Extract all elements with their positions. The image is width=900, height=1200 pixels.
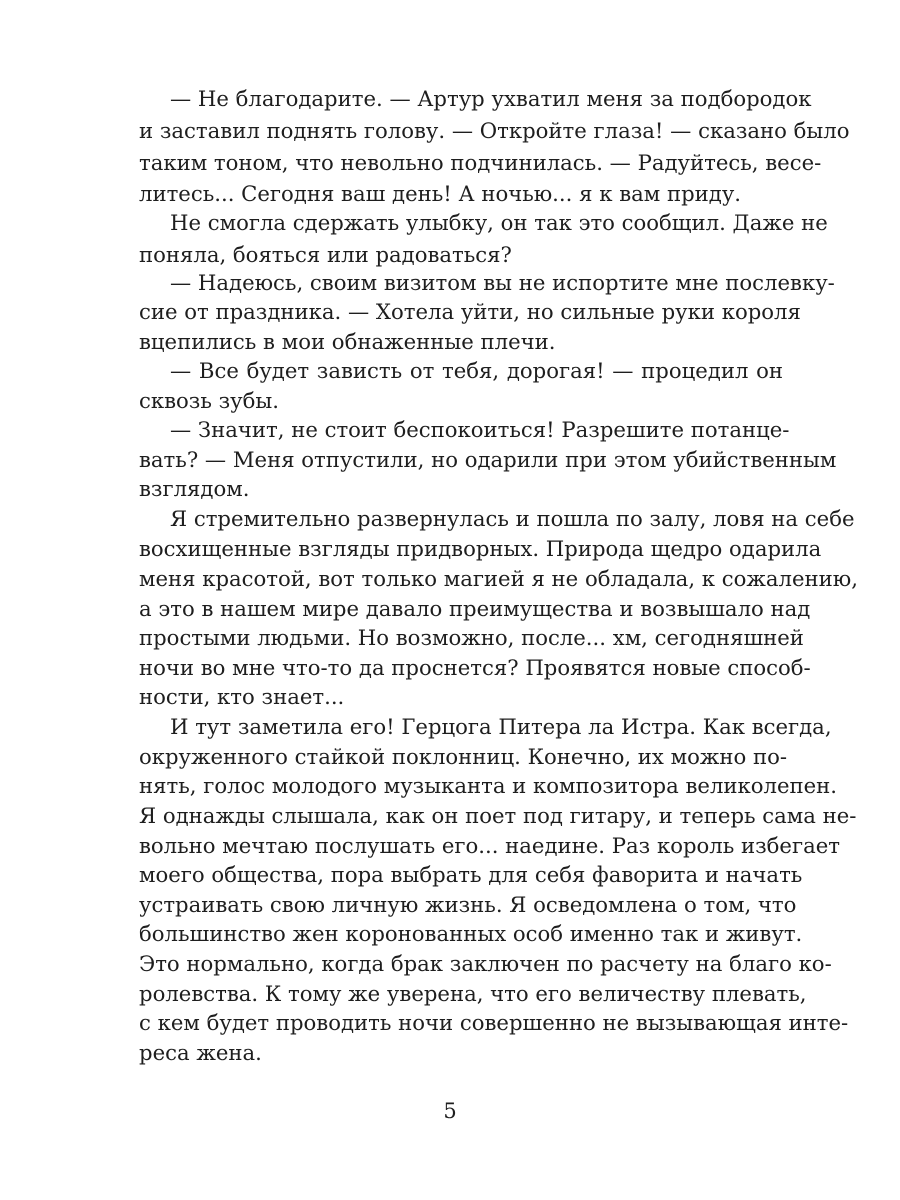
text-line: — Все будет зависть от тебя, дорогая! — процедил он bbox=[170, 358, 783, 383]
text-line: ролевства. К тому же уверена, что его величеству плевать, bbox=[139, 981, 807, 1006]
text-line: сквозь зубы. bbox=[139, 388, 279, 413]
text-line: И тут заметила его! Герцога Питера ла Истра. Как всегда, bbox=[170, 714, 832, 739]
page-number: 5 bbox=[443, 1099, 457, 1123]
text-line: Не смогла сдержать улыбку, он так это сообщил. Даже не bbox=[170, 210, 828, 235]
text-line: взглядом. bbox=[139, 476, 250, 501]
text-line: окруженного стайкой поклонниц. Конечно, их можно по- bbox=[139, 744, 787, 769]
text-line: — Надеюсь, своим визитом вы не испортите мне послевку- bbox=[170, 270, 835, 295]
text-line: устраивать свою личную жизнь. Я осведомлена о том, что bbox=[139, 892, 797, 917]
text-line: реса жена. bbox=[139, 1040, 262, 1065]
text-line: нять, голос молодого музыканта и композитора великолепен. bbox=[139, 773, 838, 798]
text-line: большинство жен коронованных особ именно так и живут. bbox=[139, 921, 803, 946]
text-line: ности, кто знает... bbox=[139, 684, 345, 709]
text-line: Я однажды слышала, как он поет под гитару, и теперь сама не- bbox=[139, 803, 857, 828]
text-line: литесь... Сегодня ваш день! А ночью... я к вам приду. bbox=[139, 181, 742, 206]
text-line: таким тоном, что невольно подчинилась. — Радуйтесь, весе- bbox=[139, 150, 822, 175]
text-line: меня красотой, вот только магией я не обладала, к сожалению, bbox=[139, 566, 858, 591]
text-line: ночи во мне что-то да проснется? Проявятся новые способ- bbox=[139, 655, 811, 680]
text-line: поняла, бояться или радоваться? bbox=[139, 242, 512, 267]
text-line: — Не благодарите. — Артур ухватил меня за подбородок bbox=[170, 86, 812, 111]
text-line: и заставил поднять голову. — Откройте глаза! — сказано было bbox=[139, 118, 850, 143]
text-line: восхищенные взгляды придворных. Природа щедро одарила bbox=[139, 536, 822, 561]
text-line: Я стремительно развернулась и пошла по залу, ловя на себе bbox=[170, 506, 855, 531]
text-line: Это нормально, когда брак заключен по расчету на благо ко- bbox=[139, 951, 832, 976]
text-line: моего общества, пора выбрать для себя фаворита и начать bbox=[139, 862, 803, 887]
text-line: вать? — Меня отпустили, но одарили при этом убийственным bbox=[139, 447, 837, 472]
text-line: с кем будет проводить ночи совершенно не вызывающая инте- bbox=[139, 1010, 849, 1035]
text-line: вцепились в мои обнаженные плечи. bbox=[139, 329, 556, 354]
text-line: а это в нашем мире давало преимущества и возвышало над bbox=[139, 596, 811, 621]
text-line: вольно мечтаю послушать его... наедине. Раз король избегает bbox=[139, 833, 840, 858]
text-line: сие от праздника. — Хотела уйти, но сильные руки короля bbox=[139, 299, 801, 324]
text-line: — Значит, не стоит беспокоиться! Разрешите потанце- bbox=[170, 417, 790, 442]
text-line: простыми людьми. Но возможно, после... хм, сегодняшней bbox=[139, 625, 804, 650]
